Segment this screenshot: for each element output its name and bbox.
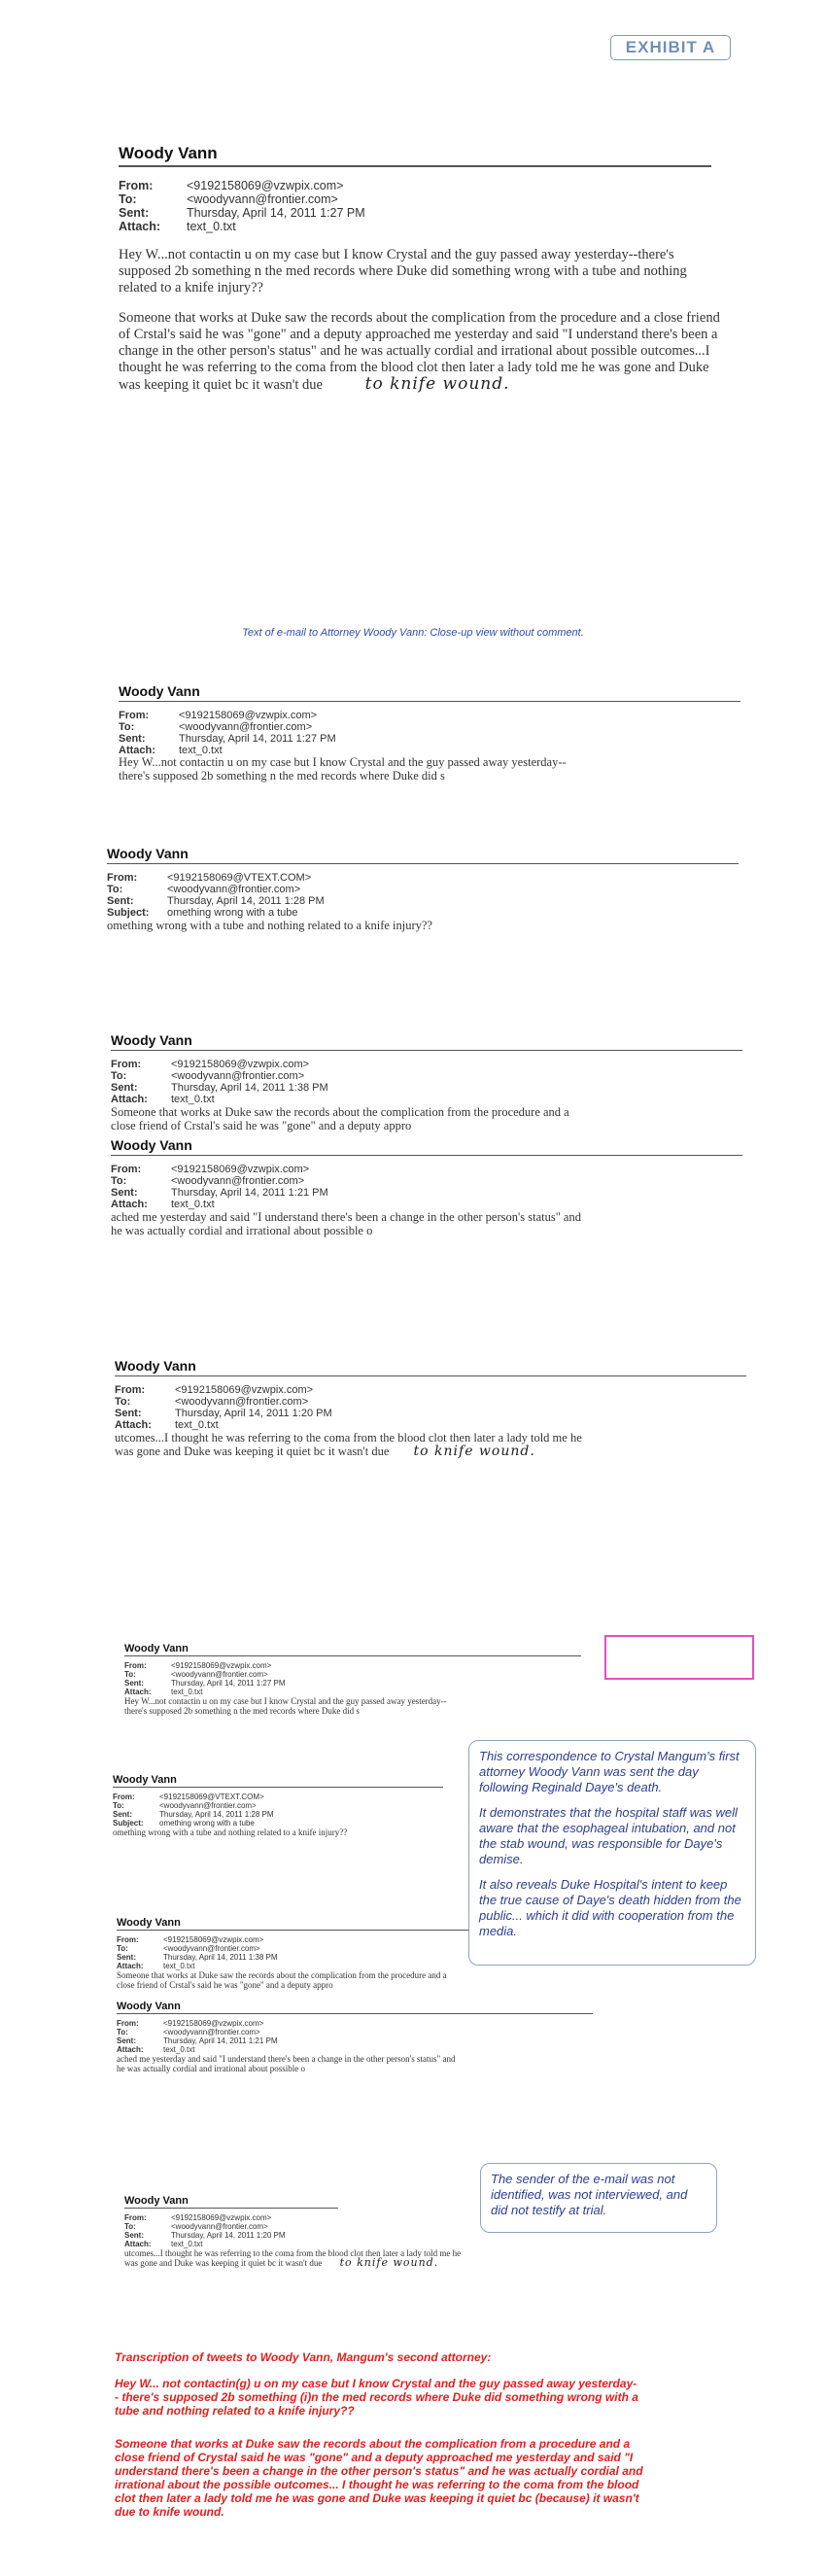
thumb-email-4 bbox=[117, 2001, 593, 2073]
email-divider bbox=[115, 1375, 746, 1376]
header-value: text_0.txt bbox=[171, 1094, 215, 1105]
header-value: <woodyvann@frontier.com> bbox=[163, 2028, 260, 2036]
header-label: From: bbox=[111, 1164, 142, 1175]
email-body-line: Someone that works at Duke saw the records about the complication from the procedure and a bbox=[117, 1970, 447, 1980]
header-value: <9192158069@VTEXT.COM> bbox=[159, 1793, 264, 1801]
email-body-line: utcomes...I thought he was referring to the coma from the blood clot then later a lady told me he bbox=[115, 1431, 582, 1445]
handwritten-note: to knife wound. bbox=[339, 2256, 439, 2269]
header-label: To: bbox=[119, 721, 135, 733]
header-value: <woodyvann@frontier.com> bbox=[171, 1670, 268, 1679]
email-sender-name: Woody Vann bbox=[117, 1917, 181, 1929]
header-value: <9192158069@VTEXT.COM> bbox=[167, 872, 312, 884]
header-value: <9192158069@vzwpix.com> bbox=[187, 179, 344, 192]
header-label: Attach: bbox=[111, 1199, 148, 1210]
header-label: To: bbox=[124, 1670, 136, 1679]
header-value: text_0.txt bbox=[175, 1419, 219, 1431]
email-body-line: he was actually cordial and irrational about possible o bbox=[111, 1224, 373, 1237]
email-body-line: Hey W...not contactin u on my case but I know Crystal and the guy passed away yesterday-- bbox=[119, 755, 567, 769]
header-label: To: bbox=[111, 1070, 127, 1082]
header-value: <9192158069@vzwpix.com> bbox=[171, 1059, 310, 1070]
callout-paragraph: This correspondence to Crystal Mangum's first attorney Woody Vann was sent the day following Reginald Daye's death. bbox=[479, 1749, 740, 1794]
email-headers bbox=[119, 179, 365, 233]
header-value: Thursday, April 14, 2011 1:20 PM bbox=[171, 2231, 286, 2240]
header-value: Thursday, April 14, 2011 1:21 PM bbox=[171, 1187, 328, 1199]
header-value: Thursday, April 14, 2011 1:38 PM bbox=[163, 1953, 278, 1962]
caption: Text of e-mail to Attorney Woody Vann: Close-up view without comment. bbox=[242, 627, 584, 639]
exhibit-label: EXHIBIT A bbox=[610, 35, 731, 60]
email-body-line: there's supposed 2b something n the med records where Duke did s bbox=[119, 769, 445, 783]
header-label: Attach: bbox=[124, 2240, 152, 2248]
header-label: To: bbox=[111, 1175, 127, 1187]
thumb-email-1 bbox=[124, 1643, 581, 1716]
email-headers bbox=[111, 1059, 328, 1105]
header-label: Sent: bbox=[119, 733, 146, 745]
header-label: Subject: bbox=[113, 1819, 144, 1828]
header-label: From: bbox=[124, 2213, 147, 2222]
top-email bbox=[119, 144, 721, 394]
email-headers bbox=[107, 872, 325, 919]
callout-correspondence bbox=[468, 1740, 756, 1966]
email-body-line: ached me yesterday and said "I understand there's been a change in the other person's status" and bbox=[117, 2054, 456, 2064]
header-label: From: bbox=[111, 1059, 142, 1070]
header-value: <9192158069@vzwpix.com> bbox=[163, 2019, 264, 2028]
email-headers bbox=[113, 1793, 274, 1828]
header-value: text_0.txt bbox=[171, 2240, 203, 2248]
header-label: From: bbox=[119, 179, 154, 192]
header-label: To: bbox=[119, 192, 137, 206]
email-sender-name: Woody Vann bbox=[124, 2195, 189, 2207]
email-headers bbox=[117, 2019, 278, 2054]
email-paragraph bbox=[119, 310, 721, 394]
header-value: Thursday, April 14, 2011 1:27 PM bbox=[179, 733, 336, 745]
email-sender-name: Woody Vann bbox=[117, 2001, 181, 2012]
email-body-line: there's supposed 2b something n the med records where Duke did s bbox=[124, 1706, 360, 1716]
email-body-line: close friend of Crstal's said he was "gone" and a deputy appro bbox=[111, 1119, 412, 1132]
transcription-paragraph: Hey W... not contactin(g) u on my case but I know Crystal and the guy passed away yesterday-- there's supposed 2b something (i)n the med records where Duke did something wrong with a tube and nothing related to a knife injury?? bbox=[115, 2377, 638, 2418]
header-value: Thursday, April 14, 2011 1:27 PM bbox=[171, 1679, 286, 1688]
header-label: From: bbox=[115, 1384, 146, 1396]
email-body-text: was gone and Duke was keeping it quiet bc it wasn't due bbox=[124, 2258, 323, 2268]
header-value: text_0.txt bbox=[171, 1688, 203, 1696]
header-label: To: bbox=[124, 2222, 136, 2231]
email-divider bbox=[117, 2013, 593, 2014]
email-divider bbox=[111, 1050, 742, 1051]
header-value: <woodyvann@frontier.com> bbox=[171, 2222, 268, 2231]
email-body-line: omething wrong with a tube and nothing related to a knife injury?? bbox=[107, 919, 432, 932]
header-value: <9192158069@vzwpix.com> bbox=[171, 1661, 272, 1670]
header-value: text_0.txt bbox=[171, 1199, 215, 1210]
header-value: <woodyvann@frontier.com> bbox=[159, 1801, 257, 1810]
email-divider bbox=[111, 1155, 742, 1156]
email-sender-name: Woody Vann bbox=[115, 1358, 196, 1374]
header-label: Attach: bbox=[119, 745, 155, 756]
header-value: Thursday, April 14, 2011 1:21 PM bbox=[163, 2036, 278, 2045]
transcription-paragraph: Someone that works at Duke saw the records about the complication from a procedure and a close friend of Crystal said he was "gone" and a deputy approached me yesterday and said "I understand there's been a change in the other person's status" and he was actually cordial and irrational about the possible outcomes... I thought he was referring to the coma from the blood clot then later a lady told me he was gone and Duke was keeping it quiet bc (because) it wasn't due to knife wound. bbox=[115, 2437, 643, 2519]
email-body-line: close friend of Crstal's said he was "gone" and a deputy appro bbox=[117, 1980, 333, 1990]
email-body-line bbox=[124, 2258, 591, 2268]
email-headers bbox=[119, 710, 336, 756]
header-label: Attach: bbox=[117, 2045, 144, 2054]
header-label: Sent: bbox=[119, 206, 150, 220]
header-label: Sent: bbox=[124, 2231, 144, 2240]
email-fragment-2 bbox=[107, 846, 739, 932]
email-divider bbox=[119, 701, 740, 702]
email-headers bbox=[124, 2213, 286, 2248]
email-body-line: omething wrong with a tube and nothing related to a knife injury?? bbox=[113, 1828, 348, 1837]
header-label: Sent: bbox=[111, 1082, 138, 1094]
header-label: Attach: bbox=[124, 1688, 152, 1696]
header-label: Sent: bbox=[111, 1187, 138, 1199]
header-value: text_0.txt bbox=[163, 1962, 195, 1970]
header-label: Sent: bbox=[113, 1810, 132, 1819]
handwritten-note: to knife wound. bbox=[413, 1444, 535, 1459]
email-headers bbox=[117, 1935, 278, 1970]
header-label: Sent: bbox=[115, 1408, 142, 1419]
handwritten-note: to knife wound. bbox=[364, 374, 510, 394]
email-sender-name: Woody Vann bbox=[119, 144, 218, 162]
header-label: Sent: bbox=[124, 1679, 144, 1688]
email-body-line bbox=[115, 1445, 746, 1458]
email-headers bbox=[115, 1384, 332, 1431]
email-body-line: he was actually cordial and irrational about possible o bbox=[117, 2064, 305, 2073]
callout-paragraph: It also reveals Duke Hospital's intent to keep the true cause of Daye's death hidden from the public... which it did with cooperation from the media. bbox=[479, 1877, 741, 1938]
header-label: Subject: bbox=[107, 907, 150, 919]
header-value: omething wrong with a tube bbox=[159, 1819, 255, 1828]
email-sender-name: Woody Vann bbox=[113, 1774, 177, 1786]
email-headers bbox=[124, 1661, 286, 1696]
header-value: <9192158069@vzwpix.com> bbox=[171, 1164, 310, 1175]
header-value: <woodyvann@frontier.com> bbox=[171, 1175, 305, 1187]
email-paragraph-text: Someone that works at Duke saw the records about the complication from the procedure and a close friend of Crstal's said he was "gone" and a deputy approached me yesterday and said "I understand there's been a change in the other person's status" and he was actually cordial and irrational about possible outcomes...I thought he was referring to the coma from the blood clot then later a lady told me he was gone and Duke was keeping it quiet bc it wasn't due bbox=[119, 310, 720, 393]
header-label: From: bbox=[119, 710, 150, 721]
email-paragraph: Hey W...not contactin u on my case but I know Crystal and the guy passed away yesterday--there's supposed 2b something n the med records where Duke did something wrong with a tube and nothing related to a knife injury?? bbox=[119, 247, 687, 296]
email-fragment-4 bbox=[111, 1137, 742, 1237]
transcription-heading: Transcription of tweets to Woody Vann, Mangum's second attorney: bbox=[115, 2350, 492, 2364]
email-sender-name: Woody Vann bbox=[107, 846, 189, 861]
header-label: To: bbox=[107, 884, 123, 895]
header-value: Thursday, April 14, 2011 1:28 PM bbox=[167, 895, 325, 907]
header-label: From: bbox=[117, 2019, 139, 2028]
header-value: Thursday, April 14, 2011 1:20 PM bbox=[175, 1408, 332, 1419]
header-value: <woodyvann@frontier.com> bbox=[175, 1396, 309, 1408]
callout-sender bbox=[480, 2163, 717, 2233]
header-value: Thursday, April 14, 2011 1:28 PM bbox=[159, 1810, 274, 1819]
header-label: To: bbox=[115, 1396, 131, 1408]
header-value: text_0.txt bbox=[179, 745, 223, 756]
header-label: Attach: bbox=[119, 220, 161, 233]
email-divider bbox=[124, 1655, 581, 1656]
header-value: <9192158069@vzwpix.com> bbox=[163, 1935, 264, 1944]
header-value: omething wrong with a tube bbox=[167, 907, 298, 919]
callout-paragraph: It demonstrates that the hospital staff was well aware that the esophageal intubation, and not the stab wound, was responsible for Daye's demise. bbox=[479, 1805, 738, 1866]
header-value: <woodyvann@frontier.com> bbox=[187, 192, 338, 206]
email-divider bbox=[119, 165, 711, 167]
header-label: To: bbox=[117, 2028, 128, 2036]
email-divider bbox=[124, 2208, 338, 2209]
email-body-text: was gone and Duke was keeping it quiet bc it wasn't due bbox=[115, 1445, 390, 1458]
header-value: text_0.txt bbox=[187, 220, 236, 233]
header-value: <9192158069@vzwpix.com> bbox=[171, 2213, 272, 2222]
header-label: From: bbox=[124, 1661, 147, 1670]
header-value: <woodyvann@frontier.com> bbox=[171, 1070, 305, 1082]
header-label: From: bbox=[113, 1793, 135, 1801]
email-headers bbox=[111, 1164, 328, 1210]
header-value: Thursday, April 14, 2011 1:38 PM bbox=[171, 1082, 328, 1094]
header-value: <9192158069@vzwpix.com> bbox=[179, 710, 318, 721]
callout-paragraph: The sender of the e-mail was not identified, was not interviewed, and did not testify at trial. bbox=[491, 2172, 688, 2217]
email-fragment-1 bbox=[119, 683, 740, 783]
email-fragment-3 bbox=[111, 1032, 742, 1132]
email-body-line: Someone that works at Duke saw the records about the complication from the procedure and a bbox=[111, 1105, 569, 1119]
email-sender-name: Woody Vann bbox=[119, 683, 200, 699]
header-label: From: bbox=[107, 872, 138, 884]
email-body-line: utcomes...I thought he was referring to the coma from the blood clot then later a lady told me he bbox=[124, 2248, 462, 2258]
email-body-line: ached me yesterday and said "I understand there's been a change in the other person's status" and bbox=[111, 1210, 581, 1224]
header-label: To: bbox=[117, 1944, 128, 1953]
email-body-line: Hey W...not contactin u on my case but I know Crystal and the guy passed away yesterday-- bbox=[124, 1696, 447, 1706]
email-sender-name: Woody Vann bbox=[111, 1032, 192, 1048]
email-fragment-5 bbox=[115, 1358, 746, 1458]
header-label: Sent: bbox=[107, 895, 134, 907]
header-label: Sent: bbox=[117, 2036, 136, 2045]
email-divider bbox=[107, 863, 739, 864]
header-value: text_0.txt bbox=[163, 2045, 195, 2054]
email-sender-name: Woody Vann bbox=[111, 1137, 192, 1153]
highlight-box bbox=[604, 1635, 754, 1680]
header-label: From: bbox=[117, 1935, 139, 1944]
header-label: Attach: bbox=[115, 1419, 152, 1431]
header-value: Thursday, April 14, 2011 1:27 PM bbox=[187, 206, 365, 220]
email-sender-name: Woody Vann bbox=[124, 1643, 189, 1654]
header-label: To: bbox=[113, 1801, 124, 1810]
header-value: <9192158069@vzwpix.com> bbox=[175, 1384, 314, 1396]
header-label: Sent: bbox=[117, 1953, 136, 1962]
thumb-email-2 bbox=[113, 1774, 463, 1837]
header-label: Attach: bbox=[117, 1962, 144, 1970]
header-value: <woodyvann@frontier.com> bbox=[163, 1944, 260, 1953]
header-label: Attach: bbox=[111, 1094, 148, 1105]
header-value: <woodyvann@frontier.com> bbox=[179, 721, 313, 733]
header-value: <woodyvann@frontier.com> bbox=[167, 884, 301, 895]
email-divider bbox=[113, 1787, 443, 1788]
